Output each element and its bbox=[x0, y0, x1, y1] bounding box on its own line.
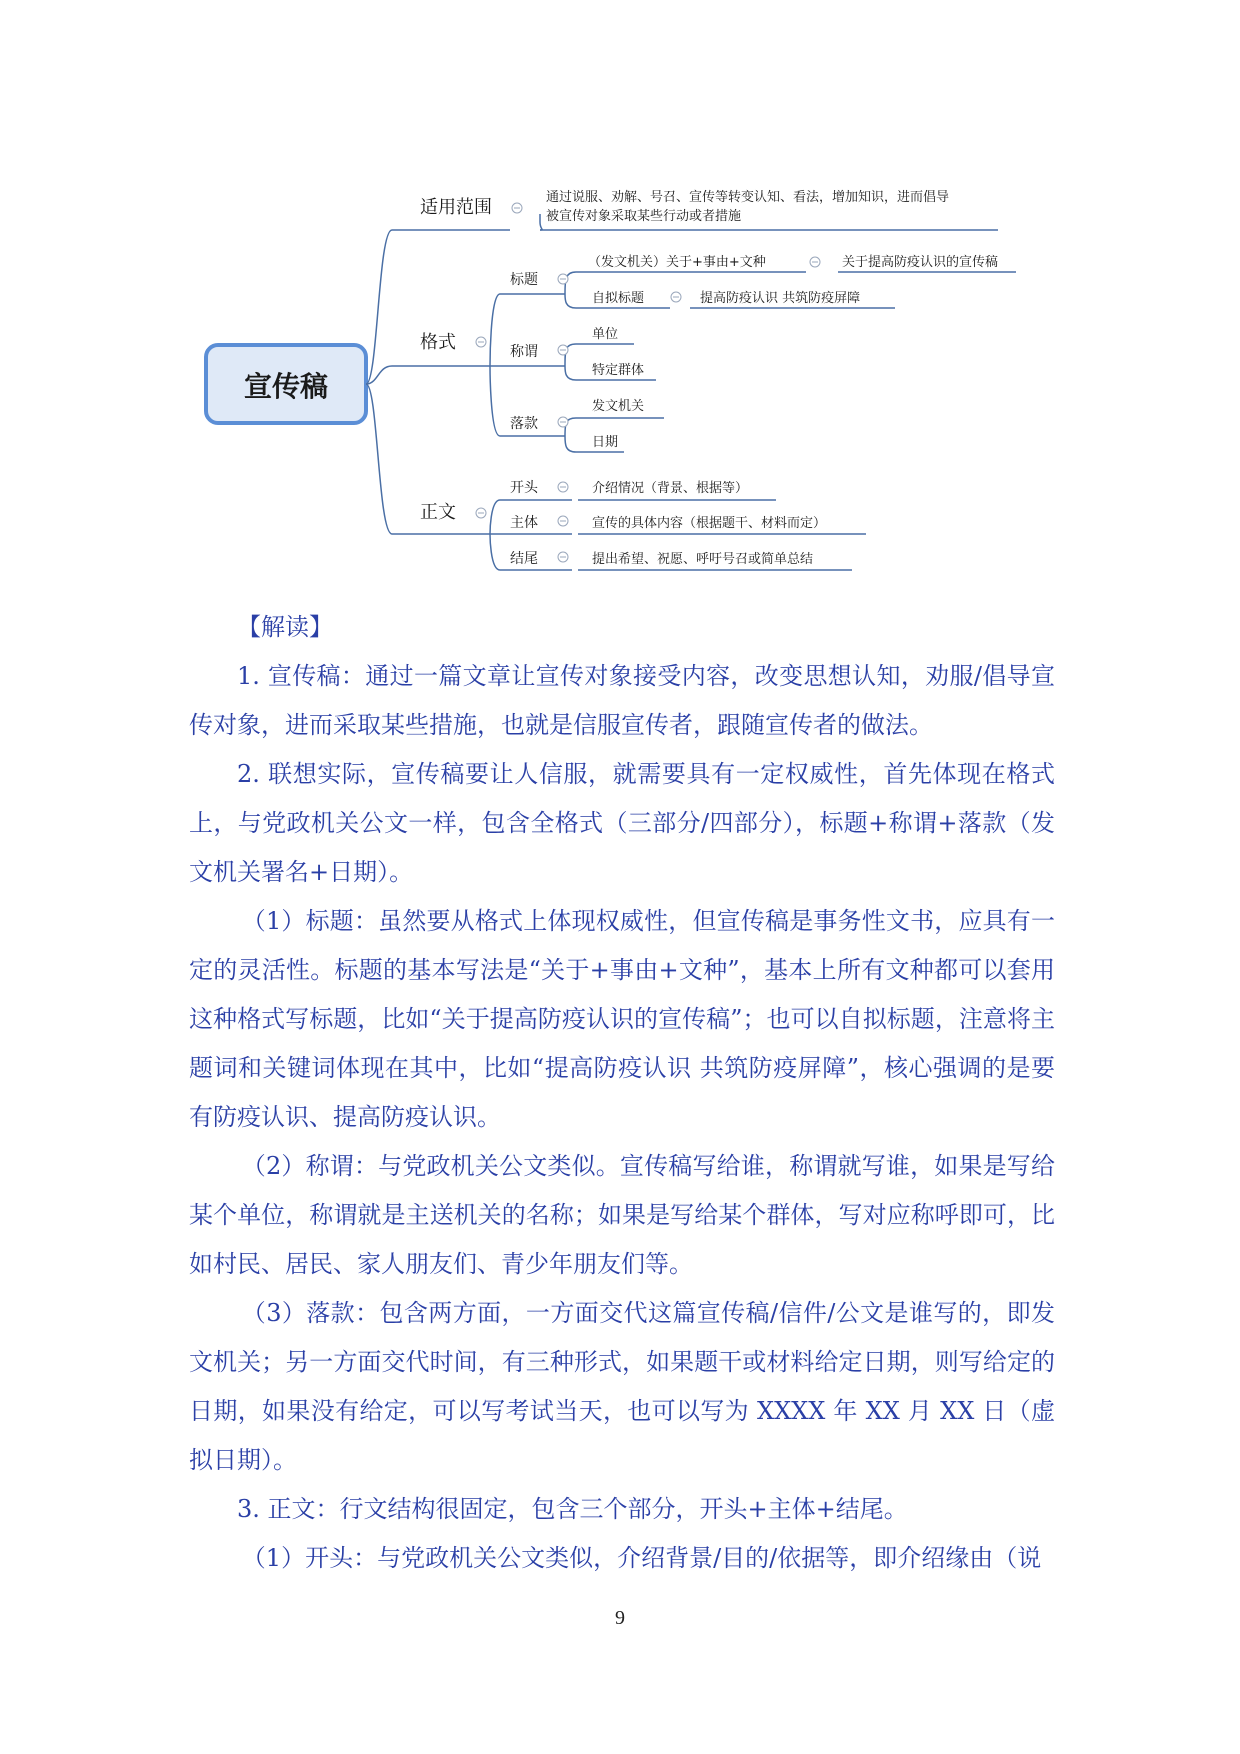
mindmap-title-opt1: （发文机关）关于+事由+文种 bbox=[588, 255, 766, 270]
mindmap-opening-desc: 介绍情况（背景、根据等） bbox=[592, 481, 749, 496]
mindmap-body-label: 正文 bbox=[420, 502, 456, 523]
mindmap-main-desc: 宣传的具体内容（根据题干、材料而定） bbox=[592, 516, 827, 531]
paragraph-salutation: （2）称谓：与党政机关公文类似。宣传稿写给谁，称谓就写谁，如果是写给某个单位，称谓就是主送机关的名称；如果是写给某个群体，写对应称呼即可，比如村民、居民、家人朋友们、青少年朋友们等。 bbox=[189, 1152, 1055, 1278]
mindmap bbox=[0, 0, 1240, 600]
mindmap-title-opt1-example: 关于提高防疫认识的宣传稿 bbox=[842, 255, 999, 270]
mindmap-opening-label: 开头 bbox=[510, 480, 538, 496]
interpretation-section bbox=[189, 603, 1055, 1583]
mindmap-salutation-opt2: 特定群体 bbox=[592, 363, 645, 378]
mindmap-signature-opt2: 日期 bbox=[592, 435, 619, 450]
paragraph-title: （1）标题：虽然要从格式上体现权威性，但宣传稿是事务性文书，应具有一定的灵活性。标题的基本写法是“关于+事由+文种”，基本上所有文种都可以套用这种格式写标题，比如“关于提高防疫认识的宣传稿”；也可以自拟标题，注意将主题词和关键词体现在其中，比如“提高防疫认识 共筑防疫屏障”，核心强调的是要有防疫认识、提高防疫认识。 bbox=[189, 907, 1055, 1131]
mindmap-signature-label: 落款 bbox=[510, 416, 538, 432]
mindmap-ending-label: 结尾 bbox=[510, 551, 538, 567]
mindmap-signature-opt1: 发文机关 bbox=[592, 399, 645, 414]
mindmap-scope-line1: 通过说服、劝解、号召、宣传等转变认知、看法，增加知识，进而倡导 bbox=[546, 190, 950, 205]
paragraph-body: 3. 正文：行文结构很固定，包含三个部分，开头+主体+结尾。 bbox=[237, 1495, 908, 1523]
mindmap-title-opt2: 自拟标题 bbox=[592, 291, 645, 306]
paragraph-opening: （1）开头：与党政机关公文类似，介绍背景/目的/依据等，即介绍缘由（说 bbox=[241, 1544, 1042, 1572]
paragraph-format: 2. 联想实际，宣传稿要让人信服，就需要具有一定权威性，首先体现在格式上，与党政机关公文一样，包含全格式（三部分/四部分），标题+称谓+落款（发文机关署名+日期）。 bbox=[189, 760, 1055, 886]
mindmap-title-label: 标题 bbox=[510, 272, 538, 288]
mindmap-salutation-opt1: 单位 bbox=[592, 327, 619, 342]
mindmap-title-opt2-example: 提高防疫认识 共筑防疫屏障 bbox=[700, 291, 861, 306]
mindmap-format-label: 格式 bbox=[420, 332, 456, 353]
section-heading: 【解读】 bbox=[237, 613, 333, 641]
paragraph-definition: 1. 宣传稿：通过一篇文章让宣传对象接受内容，改变思想认知，劝服/倡导宣传对象，进而采取某些措施，也就是信服宣传者，跟随宣传者的做法。 bbox=[189, 662, 1055, 739]
paragraph-signature: （3）落款：包含两方面，一方面交代这篇宣传稿/信件/公文是谁写的，即发文机关；另一方面交代时间，有三种形式，如果题干或材料给定日期，则写给定的日期，如果没有给定，可以写考试当天，也可以写为 XXXX 年 XX 月 XX 日（虚拟日期）。 bbox=[189, 1299, 1055, 1474]
mindmap-scope-line2: 被宣传对象采取某些行动或者措施 bbox=[546, 209, 742, 224]
mindmap-root-label: 宣传稿 bbox=[243, 370, 329, 403]
mindmap-salutation-label: 称谓 bbox=[510, 344, 538, 360]
mindmap-scope-label: 适用范围 bbox=[420, 197, 492, 218]
page-number: 9 bbox=[615, 1607, 625, 1629]
mindmap-main-label: 主体 bbox=[510, 515, 538, 531]
mindmap-ending-desc: 提出希望、祝愿、呼吁号召或简单总结 bbox=[592, 552, 814, 567]
